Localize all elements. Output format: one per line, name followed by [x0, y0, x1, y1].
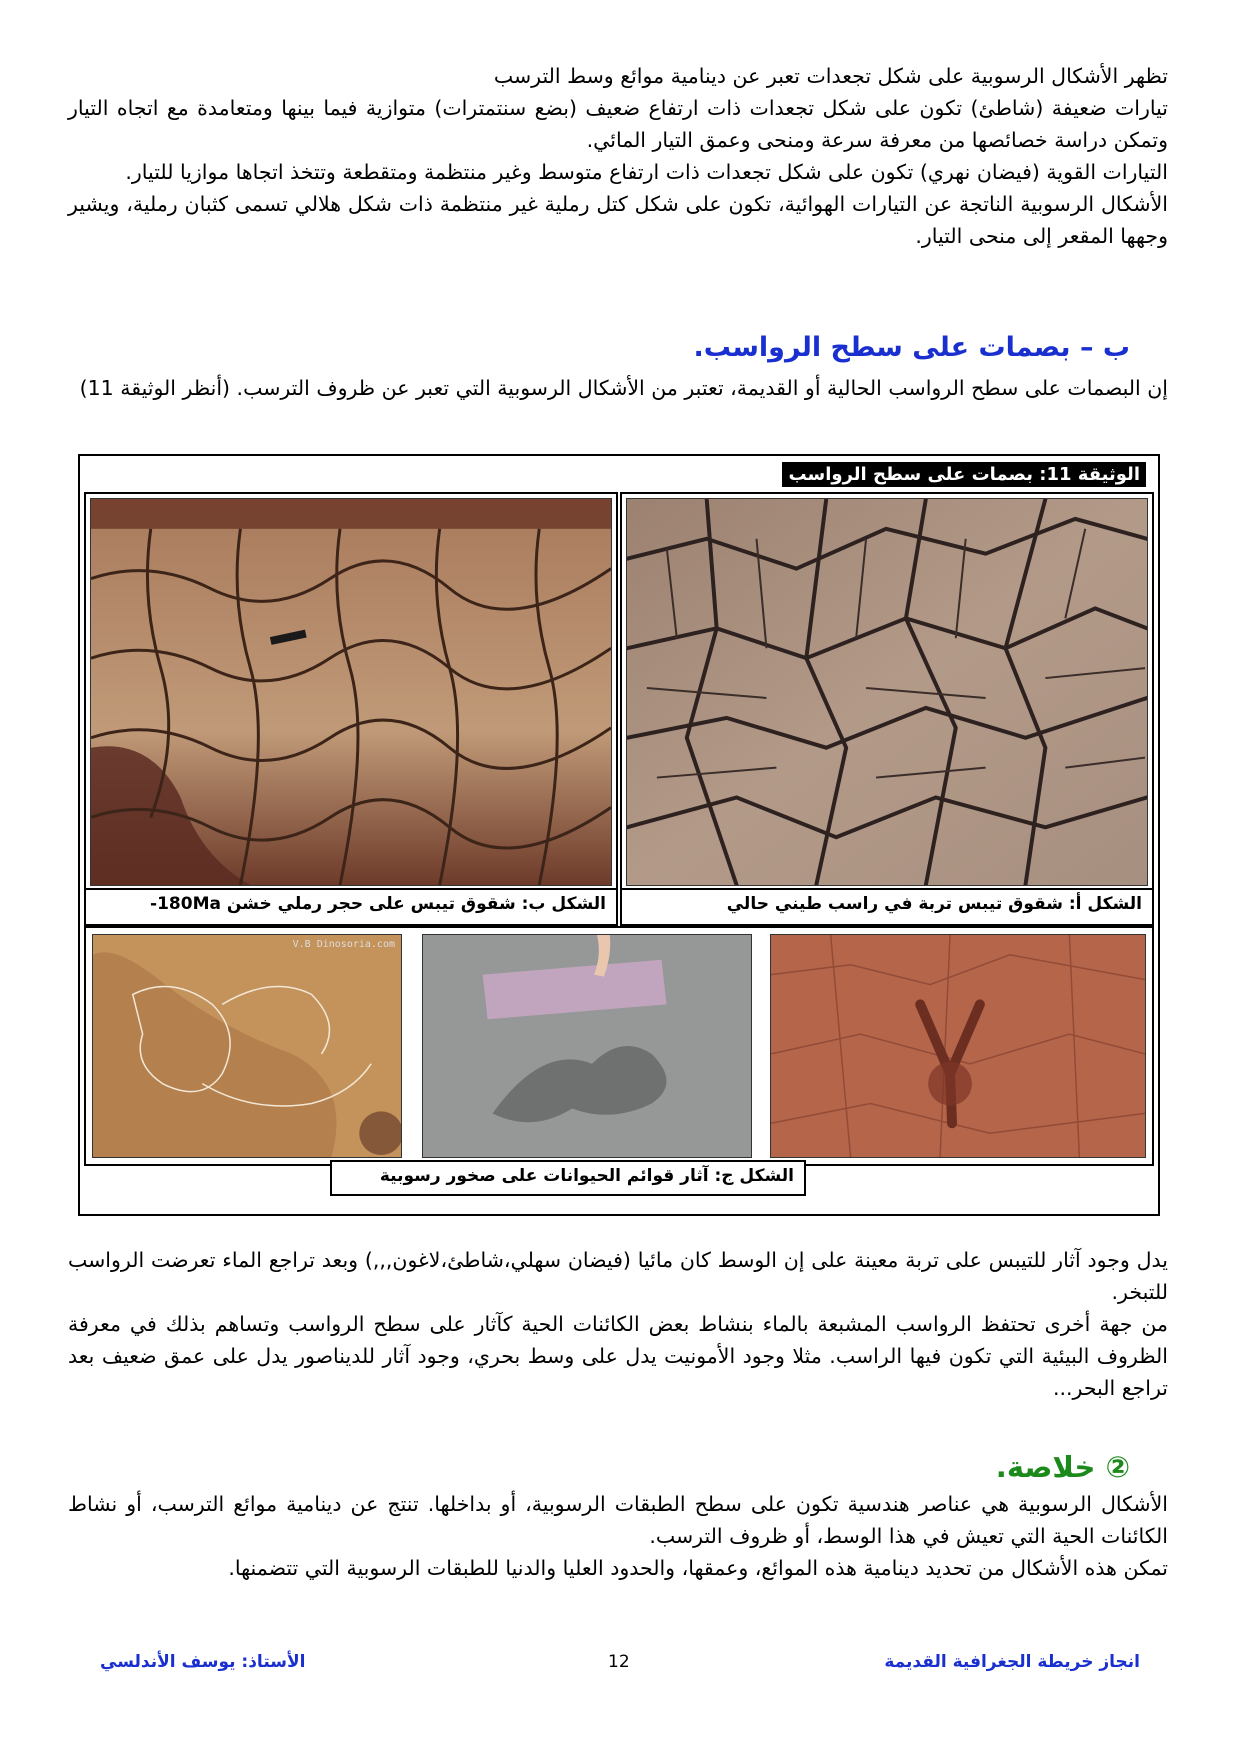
section-b-text: إن البصمات على سطح الرواسب الحالية أو القديمة، تعتبر من الأشكال الرسوبية التي تعبر عن ظروف الترسب. (أنظر الوثيقة 11) — [79, 376, 1168, 400]
after-figure-paragraph: يدل وجود آثار للتيبس على تربة معينة على إن الوسط كان مائيا (فيضان سهلي،شاطئ،لاغون,,,) وبعد تراجع الماء تعرضت الرواسب للتبخر. — [68, 1248, 1168, 1304]
figure-panel-b — [84, 492, 618, 890]
footer-author: الأستاذ: يوسف الأندلسي — [100, 1652, 306, 1672]
footprint-image-right — [771, 935, 1145, 1157]
dinosaur-track-photo-left — [92, 934, 402, 1158]
section-b-heading: ب – بصمات على سطح الرواسب. — [693, 332, 1130, 363]
conclusion-text — [68, 1488, 1168, 1584]
after-figure-text — [68, 1244, 1168, 1404]
conclusion-paragraph: الأشكال الرسوبية هي عناصر هندسية تكون على سطح الطبقات الرسوبية، أو بداخلها. تنتج عن دينامية موائع الترسب، أو نشاط الكائنات الحية التي تعيش في هذا الوسط، أو ظروف الترسب. — [68, 1492, 1168, 1548]
caption-figure-b: الشكل ب: شقوق تيبس على حجر رملي خشن 180Ma- — [84, 888, 618, 926]
conclusion-heading: ② خلاصة. — [995, 1450, 1130, 1484]
dinosaur-track-photo-middle — [422, 934, 752, 1158]
figure-title: الوثيقة 11: بصمات على سطح الرواسب — [782, 462, 1146, 487]
mud-cracks-photo-a — [626, 498, 1148, 886]
figure-panel-a — [620, 492, 1154, 890]
mud-cracks-photo-b — [90, 498, 612, 886]
dinosaur-track-photo-right — [770, 934, 1146, 1158]
footprint-with-ruler-image — [423, 935, 751, 1157]
footprint-image-left — [93, 935, 401, 1157]
image-watermark: V.B Dinosoria.com — [292, 939, 395, 950]
intro-paragraph: الأشكال الرسوبية الناتجة عن التيارات الهوائية، تكون على شكل كتل رملية غير منتظمة ذات شكل هلالي تسمى كثبان رملية، ويشير وجهها المقعر إلى منحى التيار. — [68, 192, 1168, 248]
intro-paragraph: تظهر الأشكال الرسوبية على شكل تجعدات تعبر عن دينامية موائع وسط الترسب — [493, 64, 1168, 88]
footer-title: انجاز خريطة الجغرافية القديمة — [884, 1652, 1140, 1672]
caption-figure-c: الشكل ج: آثار قوائم الحيوانات على صخور رسوبية — [330, 1160, 806, 1196]
figure-panel-c — [84, 926, 1154, 1166]
mud-cracks-image — [627, 499, 1147, 885]
figure-document-11 — [78, 454, 1160, 1216]
caption-figure-a: الشكل أ: شقوق تيبس تربة في راسب طيني حالي — [620, 888, 1154, 926]
intro-text — [68, 60, 1168, 252]
sandstone-cracks-image — [91, 499, 611, 885]
intro-paragraph: تيارات ضعيفة (شاطئ) تكون على شكل تجعدات ذات ارتفاع ضعيف (بضع سنتمترات) متوازية فيما بينها ومتعامدة مع اتجاه التيار وتمكن دراسة خصائصها من معرفة سرعة ومنحى وعمق التيار المائي. — [68, 96, 1168, 152]
after-figure-paragraph: من جهة أخرى تحتفظ الرواسب المشبعة بالماء بنشاط بعض الكائنات الحية كآثار على سطح الرواسب وتساهم بذلك في معرفة الظروف البيئية التي تكون فيها الراسب. مثلا وجود الأمونيت يدل على وسط بحري، وجود آثار للديناصور يدل على عمق ضعيف بعد تراجع البحر... — [68, 1312, 1168, 1400]
intro-paragraph: التيارات القوية (فيضان نهري) تكون على شكل تجعدات ذات ارتفاع متوسط وغير منتظمة ومتقطعة وتتخذ اتجاها موازيا للتيار. — [125, 160, 1168, 184]
page-number: 12 — [608, 1652, 630, 1672]
conclusion-paragraph: تمكن هذه الأشكال من تحديد دينامية هذه الموائع، وعمقها، والحدود العليا والدنيا للطبقات الرسوبية التي تتضمنها. — [228, 1556, 1168, 1580]
